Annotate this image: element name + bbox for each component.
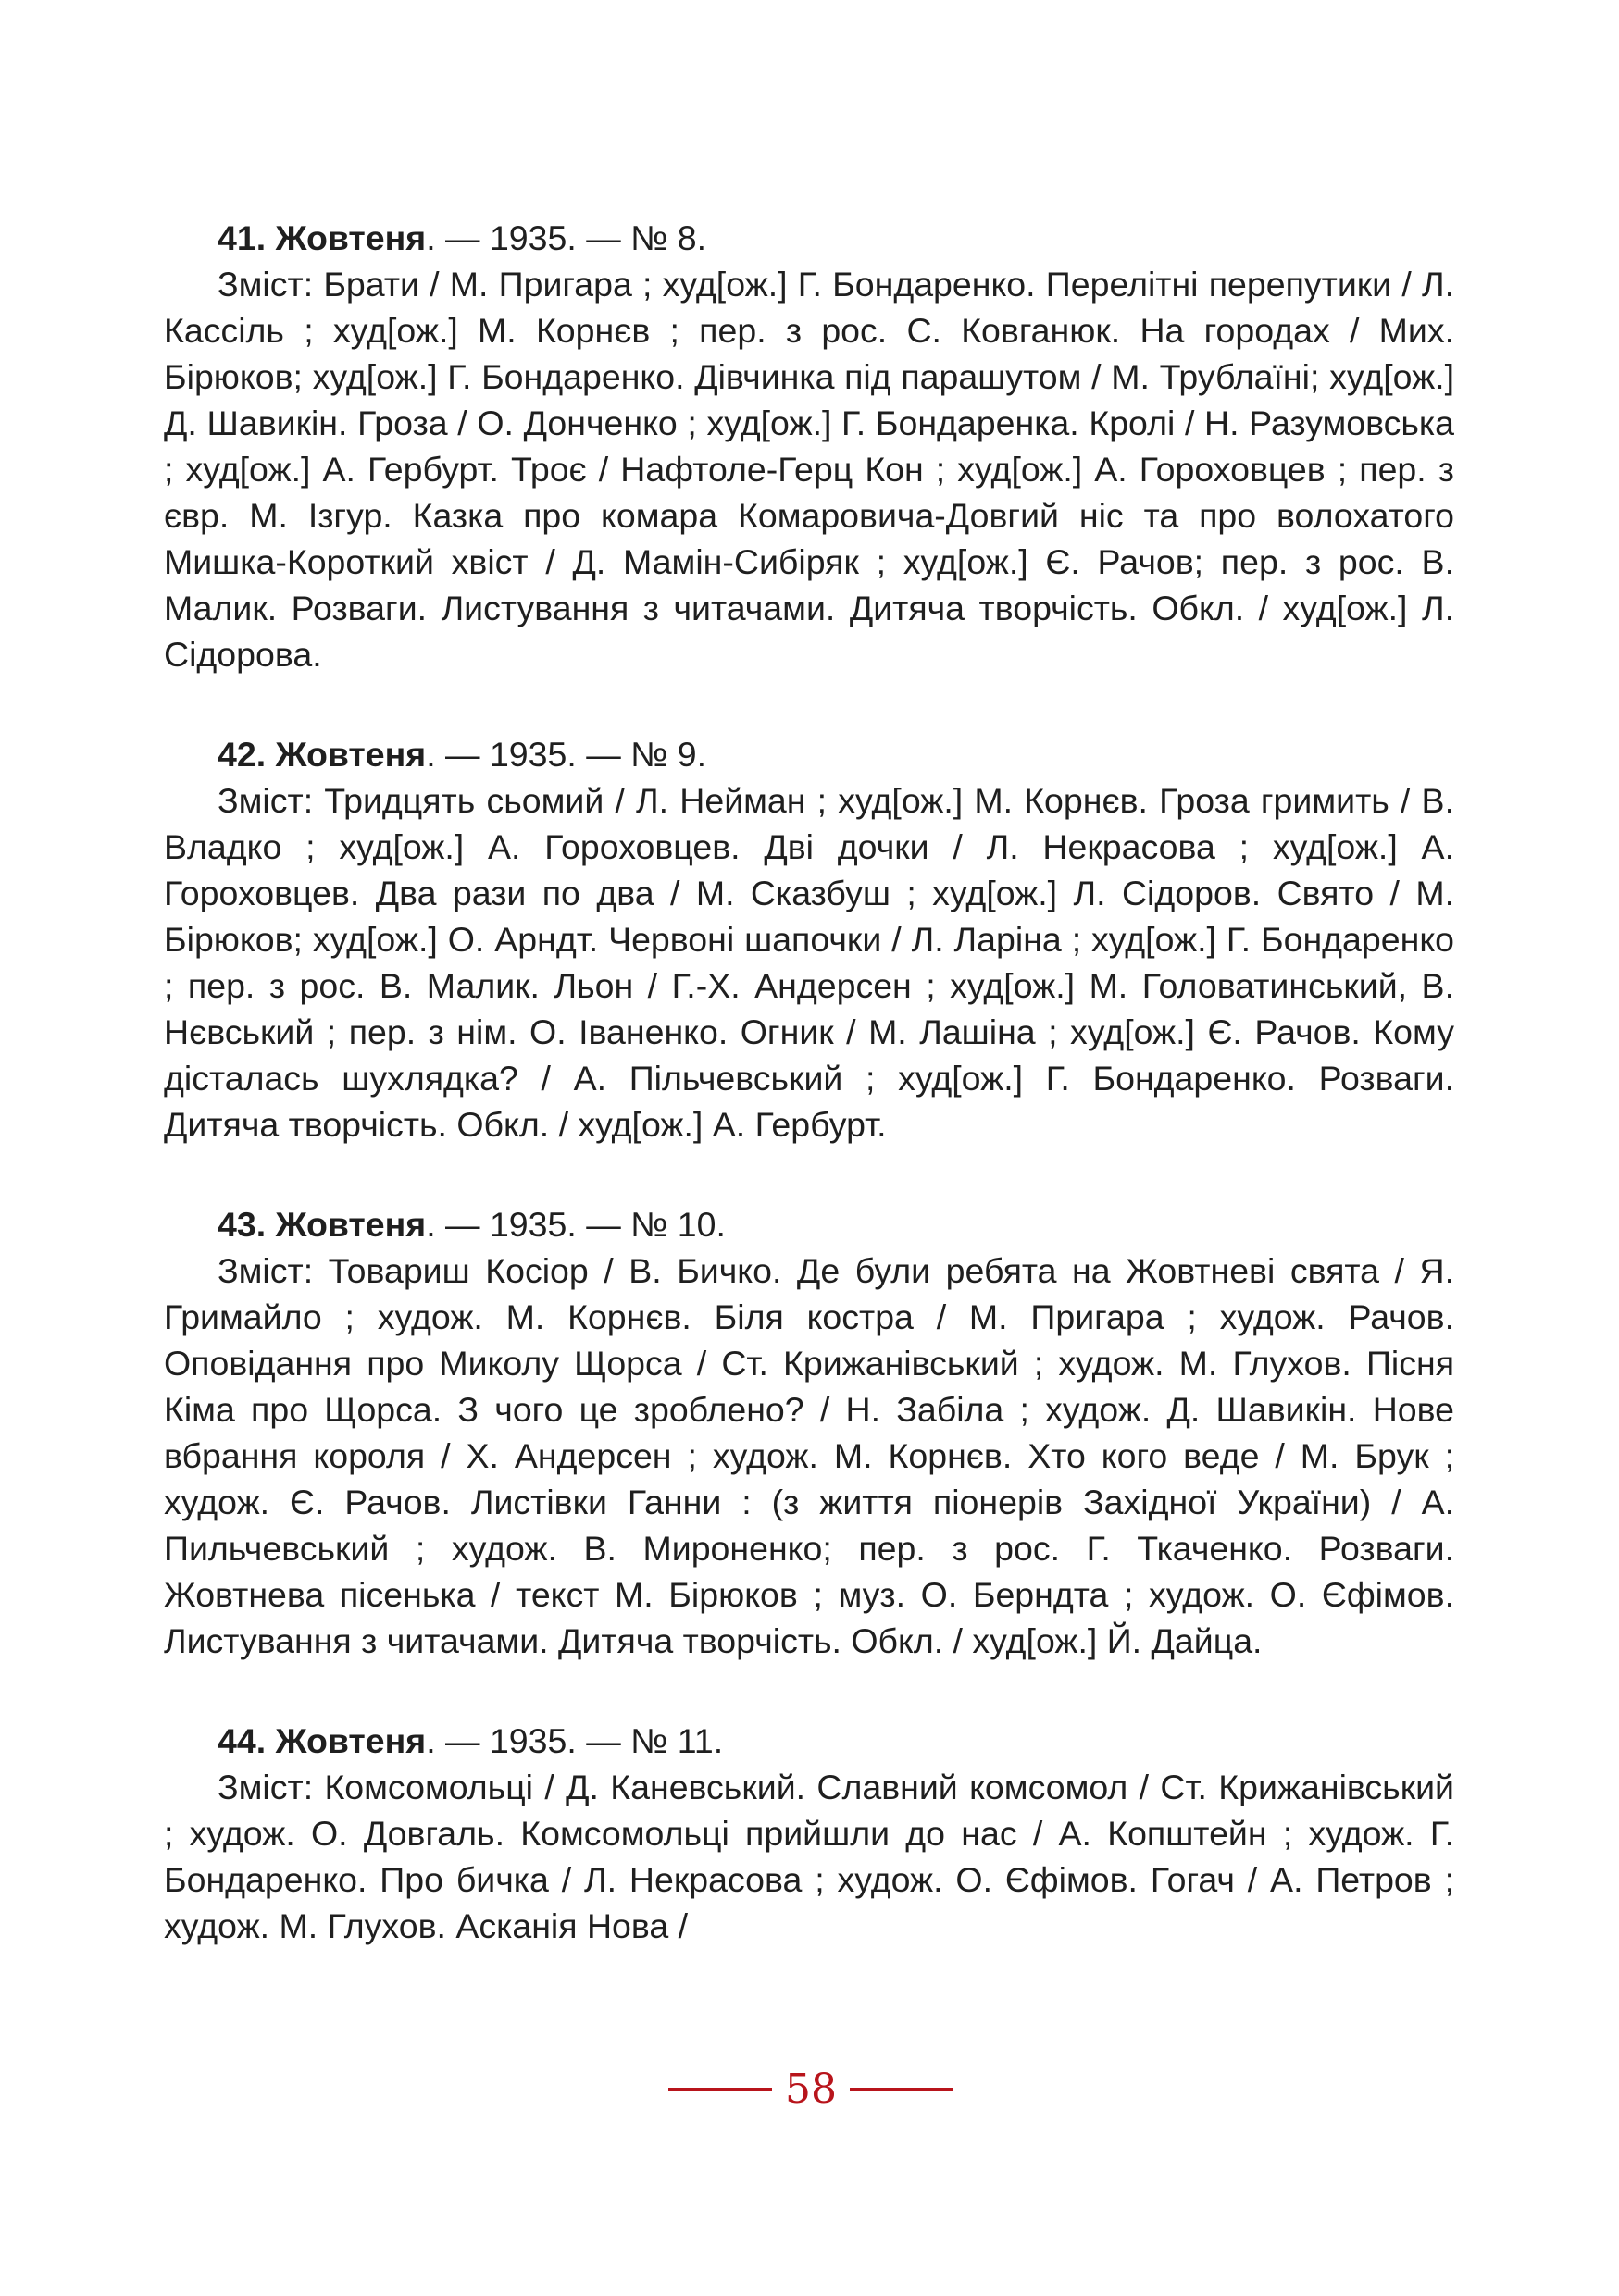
contents-text: Зміст: Брати / М. Пригара ; худ[ож.] Г. Бондаренко. Перелітні перепутики / Л. Кассіль ; худ[ож.] М. Корнєв ; пер. з рос. С. Ковганюк. На городах / Мих. Бірюков; худ[ож.] Г. Бондаренко. Дівчинка під парашутом / М. Трублаїні; худ[ож.] Д. Шавикін. Гроза / О. Донченко ; худ[ож.] Г. Бондаренка. Кролі / Н. Разумовська ; худ[ож.] А. Гербурт. Троє / Нафтоле-Герц Кон ; худ[ож.] А. Гороховцев ; пер. з євр. М. Ізгур. Казка про комара Комаровича-Довгий ніс та про волохатого Мишка-Короткий хвіст / Д. Мамін-Сибіряк ; худ[ож.] Є. Рачов; пер. з рос. В. Малик. Розваги. Листування з читачами. Дитяча творчість. Обкл. / худ[ож.] Л. Сідорова. xyxy=(164,265,1454,674)
bibliography-list xyxy=(164,215,1454,2003)
issue-info: . — 1935. — № 9. xyxy=(426,735,707,774)
bibliography-entry-41 xyxy=(164,215,1454,677)
journal-title: Жовтеня xyxy=(275,1721,427,1760)
issue-info: . — 1935. — № 8. xyxy=(426,218,707,257)
journal-title: Жовтеня xyxy=(275,735,427,774)
bibliography-entry-42 xyxy=(164,731,1454,1148)
entry-number: 43. xyxy=(218,1205,267,1244)
entry-heading xyxy=(164,215,1454,261)
bibliography-entry-44 xyxy=(164,1718,1454,1949)
issue-info: . — 1935. — № 11. xyxy=(426,1721,724,1760)
bibliography-entry-43 xyxy=(164,1201,1454,1664)
footer-rule-left xyxy=(668,2088,772,2091)
footer-rule-right xyxy=(850,2088,953,2091)
entry-heading xyxy=(164,1201,1454,1247)
page-number: 58 xyxy=(785,2066,837,2113)
page-footer xyxy=(0,2062,1619,2117)
entry-heading xyxy=(164,1718,1454,1764)
contents-text: Зміст: Комсомольці / Д. Каневський. Славний комсомол / Ст. Крижанівський ; худож. О. Довгаль. Комсомольці прийшли до нас / А. Копштейн ; худож. Г. Бондаренко. Про бичка / Л. Некрасова ; худож. О. Єфімов. Гогач / А. Петров ; худож. М. Глухов. Асканія Нова / xyxy=(164,1768,1454,1945)
entry-number: 42. xyxy=(218,735,267,774)
contents-text: Зміст: Товариш Косіор / В. Бичко. Де були ребята на Жовтневі свята / Я. Гримайло ; худож. М. Корнєв. Біля костра / М. Пригара ; худож. Рачов. Оповідання про Миколу Щорса / Ст. Крижанівський ; худож. М. Глухов. Пісня Кіма про Щорса. З чого це зроблено? / Н. Забіла ; худож. Д. Шавикін. Нове вбрання короля / Х. Андерсен ; худож. М. Корнєв. Хто кого веде / М. Брук ; худож. Є. Рачов. Листівки Ганни : (з життя піонерів Західної України) / А. Пильчевський ; худож. В. Мироненко; пер. з рос. Г. Ткаченко. Розваги. Жовтнева пісенька / текст М. Бірюков ; муз. О. Берндта ; худож. О. Єфімов. Листування з читачами. Дитяча творчість. Обкл. / худ[ож.] Й. Дайца. xyxy=(164,1251,1454,1660)
issue-info: . — 1935. — № 10. xyxy=(426,1205,726,1244)
journal-title: Жовтеня xyxy=(275,218,427,257)
entry-heading xyxy=(164,731,1454,777)
contents-text: Зміст: Тридцять сьомий / Л. Нейман ; худ[ож.] М. Корнєв. Гроза гримить / В. Владко ; худ[ож.] А. Гороховцев. Дві дочки / Л. Некрасова ; худ[ож.] А. Гороховцев. Два рази по два / М. Сказбуш ; худ[ож.] Л. Сідоров. Свято / М. Бірюков; худ[ож.] О. Арндт. Червоні шапочки / Л. Ларіна ; худ[ож.] Г. Бондаренко ; пер. з рос. В. Малик. Льон / Г.-Х. Андерсен ; худ[ож.] М. Головатинський, В. Нєвський ; пер. з нім. О. Іваненко. Огник / М. Лашіна ; худ[ож.] Є. Рачов. Кому дісталась шухлядка? / А. Пільчевський ; худ[ож.] Г. Бондаренко. Розваги. Дитяча творчість. Обкл. / худ[ож.] А. Гербурт. xyxy=(164,781,1454,1144)
journal-title: Жовтеня xyxy=(275,1205,427,1244)
entry-number: 44. xyxy=(218,1721,267,1760)
entry-number: 41. xyxy=(218,218,267,257)
